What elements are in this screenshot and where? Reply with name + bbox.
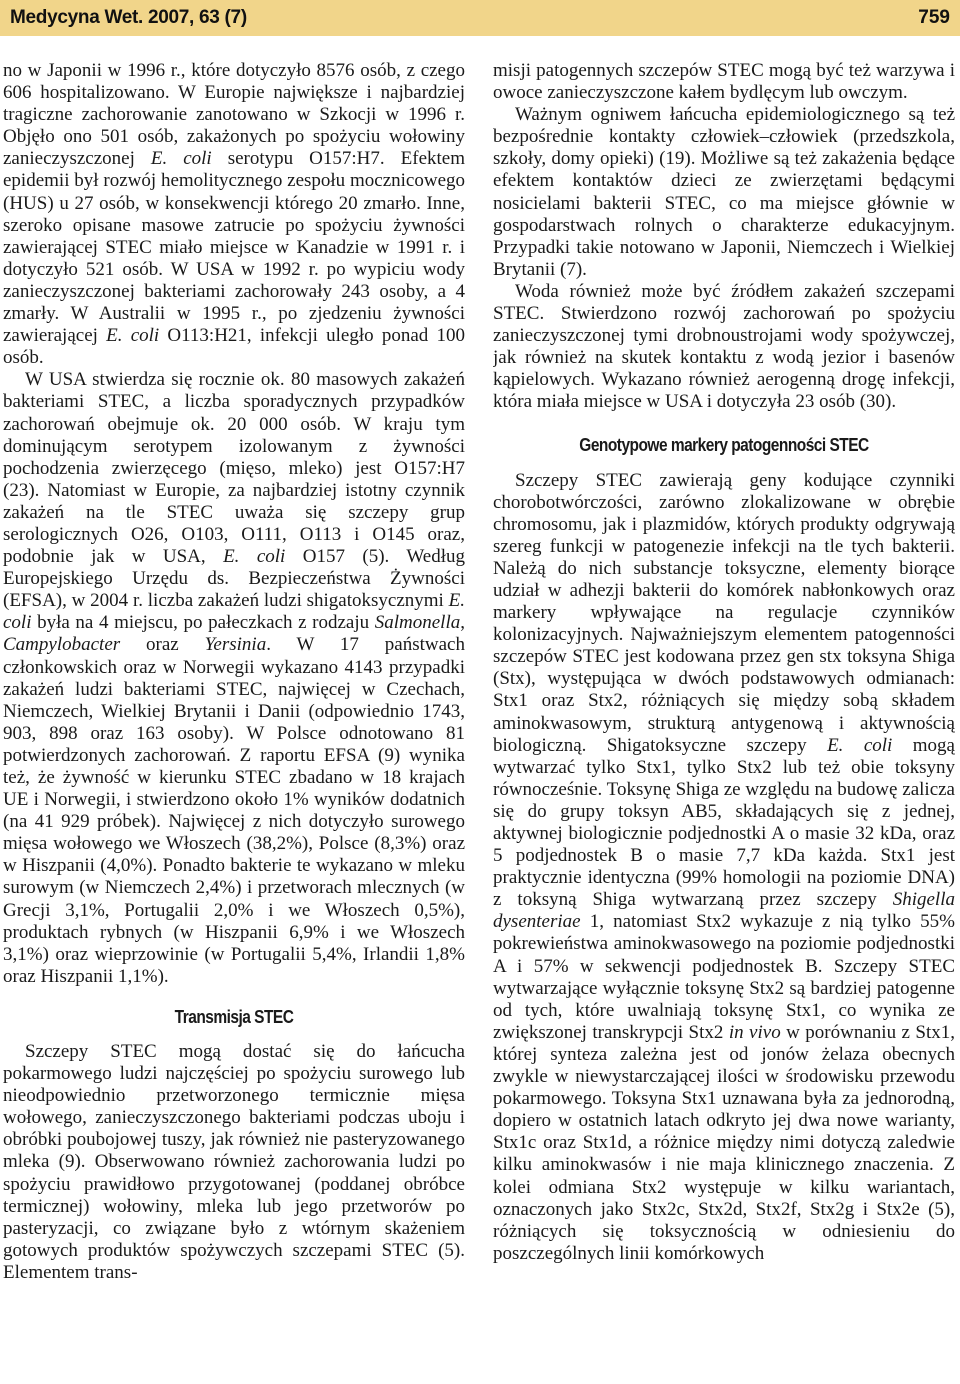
section-heading-transmission: Transmisja STEC (174, 1006, 294, 1027)
page-number: 759 (918, 7, 950, 28)
left-column (3, 60, 465, 1376)
paragraph: Woda również może być źródłem zakażeń szczepami STEC. Stwierdzono rozwój zachorowań po spożyciu zanieczyszczonej tymi drobnoustrojami wody spożywczej, jak również na skutek kontaktu z wodą jezior i basenów kąpielowych. Wykazano również aerogenną drogę infekcji, która miała miejsce w USA i dotyczyła 23 osób (30). (493, 280, 955, 413)
section-heading-genotypic-markers: Genotypowe markery patogenności STEC (579, 434, 869, 455)
paragraph: Szczepy STEC mogą dostać się do łańcucha pokarmowego ludzi najczęściej po spożyciu surowego lub nieodpowiednio przetworzonego termicznie mięsa wołowego, zanieczyszczonego bakteriami podczas uboju i obróbki poubojowej tuszy, jak również nie pasteryzowanego mleka (9). Obserwowano również zachorowania ludzi po spożyciu prawidłowo przygotowanej (poddanej obróbce termicznej) wołowiny, mleka lub jego przetworów po pasteryzacji, co związane było z wtórnym skażeniem gotowych produktów spożywczych szczepami STEC (5). Elementem trans- (3, 1040, 465, 1283)
paragraph: Ważnym ogniwem łańcucha epidemiologicznego są też bezpośrednie kontakty człowiek–człowiek (przedszkola, szkoły, domy opieki) (19). Możliwe są też zakażenia będące efektem kontaktów dzieci ze zwierzętami będącymi nosicielami bakterii STEC, co ma miejsce głównie w gospodarstwach rolnych o charakterze edukacyjnym. Przypadki takie notowano w Japonii, Niemczech i Wielkiej Brytanii (7). (493, 104, 955, 280)
paragraph: W USA stwierdza się rocznie ok. 80 masowych zakażeń bakteriami STEC, a liczba sporadycznych przypadków zachorowań obejmuje ok. 20 000 osób. W kraju tym dominującym serotypem izolowanym z żywności pochodzenia zwierzęcego (mięso, mleko) jest O157:H7 (23). Natomiast w Europie, za najbardziej istotny czynnik zakażeń na tle STEC uważa się szczepy grup serologicznych O26, O103, O111, O113 i O145 oraz, podobnie jak w USA, E. coli O157 (5). Według Europejskiego Urzędu ds. Bezpieczeństwa Żywności (EFSA), w 2004 r. liczba zakażeń ludzi shigatoksycznymi E. coli była na 4 miejscu, po pałeczkach z rodzaju Salmonella, Campylobacter oraz Yersinia. W 17 państwach członkowskich oraz w Norwegii wykazano 4143 przypadki zakażeń ludzi bakteriami STEC, najwięcej w Czechach, Niemczech, Wielkiej Brytanii i Danii (odpowiednio 1743, 903, 898 oraz 163 osoby). W Polsce odnotowano 81 potwierdzonych zachorowań. Z raportu EFSA (9) wynika też, że żywność w kierunku STEC zbadano w 18 krajach UE i Norwegii, i stwierdzono około 1% wyników dodatnich (na 41 929 próbek). Najwięcej z nich dotyczyło surowego mięsa wołowego we Włoszech (38,2%), Polsce (8,3%) oraz w Hiszpanii (4,0%). Ponadto bakterie te wykazano w mleku surowym (w Niemczech 2,4%) i przetworach mlecznych (w Grecji 3,1%, Portugalii 2,0% i we Włoszech 0,5%), produktach rybnych (w Hiszpanii 6,9% i we Włoszech 3,1%) oraz wieprzowinie (w Portugalii 5,4%, Irlandii 1,8% oraz Hiszpanii 1,1%). (3, 369, 465, 987)
paragraph: no w Japonii w 1996 r., które dotyczyło 8576 osób, z czego 606 hospitalizowano. W Europie największe i najbardziej tragiczne zachorowanie zanotowano w Szkocji w 1996 r. Objęło ono 501 osób, zakażonych po spożyciu wołowiny zanieczyszczonej E. coli serotypu O157:H7. Efektem epidemii był rozwój hemolitycznego zespołu mocznicowego (HUS) u 27 osób, w konsekwencji którego 20 zmarło. Inne, szeroko opisane masowe zatrucie po spożyciu żywności zawierającej STEC miało miejsce w Kanadzie w 1991 r. i dotyczyło 521 osób. W USA w 1992 r. po wypiciu wody zanieczyszczonej bakteriami zachorowały 243 osoby, a 4 zmarły. W Australii w 1995 r., po zjedzeniu żywności zawierającej E. coli O113:H21, infekcji uległo ponad 100 osób. (3, 60, 465, 369)
paragraph: Szczepy STEC zawierają geny kodujące czynniki chorobotwórczości, zarówno zlokalizowane w obrębie chromosomu, jak i plazmidów, których produkty odgrywają szereg funkcji w patogenezie infekcji na tle tych bakterii. Należą do nich substancje toksyczne, elementy biorące udział w adhezji bakterii do komórek nabłonkowych oraz markery wpływające na regulacje czynników kolonizacyjnych. Najważniejszym elementem patogenności szczepów STEC jest kodowana przez gen stx toksyna Shiga (Stx), występująca w dwóch podstawowych odmianach: Stx1 oraz Stx2, różniących się między sobą składem aminokwasowym, strukturą antygenową i aktywnością biologiczną. Shigatoksyczne szczepy E. coli mogą wytwarzać tylko Stx1, tylko Stx2 lub też obie toksyny równocześnie. Toksynę Shiga ze względu na budowę zalicza się do grupy toksyn AB5, składających się z jednej, aktywnej biologicznie podjednostki A o masie 32 kDa, oraz 5 podjednostek B o masie 7,7 kDa każda. Stx1 jest praktycznie identyczna (99% homologii na poziomie DNA) z toksyną Shiga wytwarzaną przez szczepy Shigella dysenteriae 1, natomiast Stx2 wykazuje z nią tylko 55% pokrewieństwa aminokwasowego na poziomie podjednostki A i 57% w sekwencji podjednostek B. Szczepy STEC wytwarzające wyłącznie toksynę Stx2 są bardziej patogenne od tych, które uwalniają toksynę Stx1, co wynika ze zwiększonej transkrypcji Stx2 in vivo w porównaniu z Stx1, której synteza zależna jest od jonów żelaza obecnych zwykle w niewystarczającej ilości w środowisku przewodu pokarmowego. Toksyna Stx1 uznawana była za jednorodną, dopiero w ostatnich latach odkryto jej dwa nowe warianty, Stx1c oraz Stx1d, a różnice między nimi dotyczą zaledwie kilku aminokwasów i nie maja klinicznego znaczenia. Z kolei odmiana Stx2 występuje w kilku wariantach, oznaczonych jako Stx2c, Stx2d, Stx2f, Stx2g i Stx2e (5), różniących się toksycznością w odniesieniu do poszczególnych linii komórkowych (493, 469, 955, 1264)
right-column (493, 60, 955, 1376)
paragraph: misji patogennych szczepów STEC mogą być też warzywa i owoce zanieczyszczone kałem bydlęcym lub owczym. (493, 60, 955, 104)
running-header (0, 0, 960, 36)
journal-citation: Medycyna Wet. 2007, 63 (7) (10, 7, 247, 28)
